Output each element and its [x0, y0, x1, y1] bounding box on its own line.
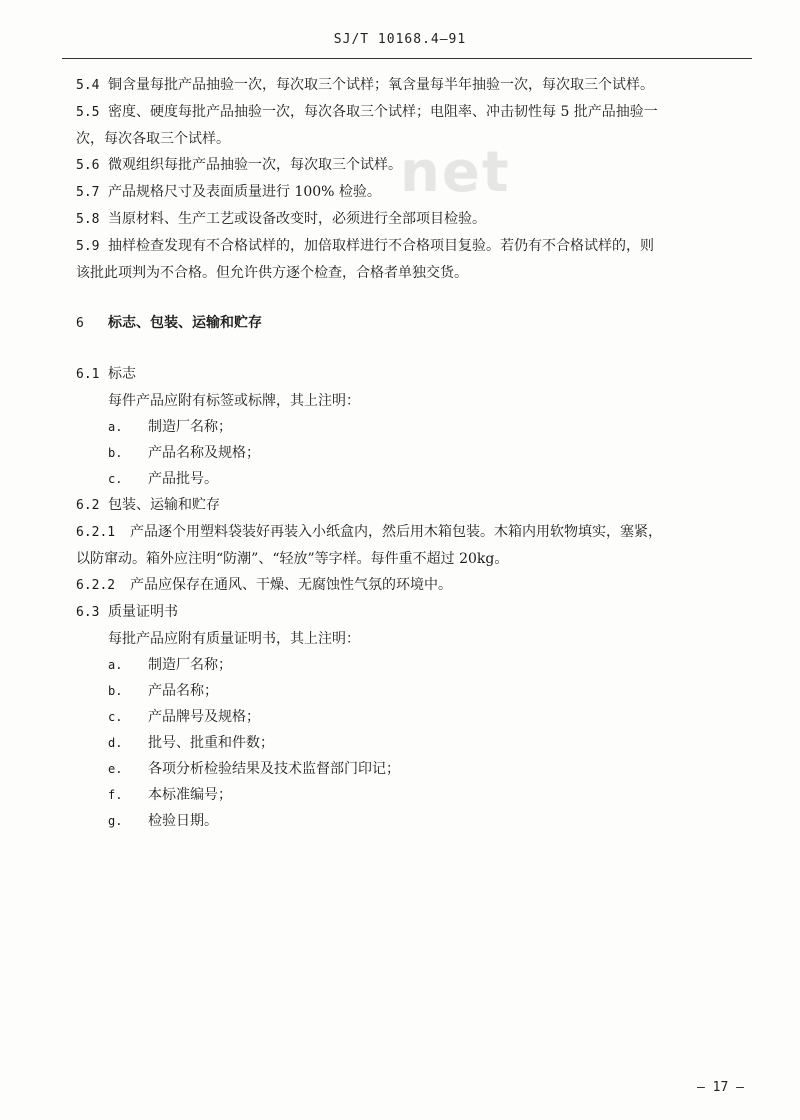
list-item-text: 产品牌号及规格； [148, 709, 260, 725]
clause-5-8 [76, 206, 762, 233]
watermark: net [400, 140, 511, 205]
clause-5-5-continued [76, 126, 762, 152]
clause-number: 6.2.2 [76, 578, 116, 593]
list-item [76, 466, 762, 492]
list-item-letter: c. [108, 472, 123, 486]
subsection-title: 质量证明书 [108, 604, 178, 620]
clause-text-continued: 次，每次各取三个试样。 [76, 131, 230, 147]
list-item [76, 414, 762, 440]
list-item-letter: g. [108, 814, 123, 828]
page-header-code: SJ/T 10168.4—91 [333, 32, 467, 47]
subsection-6-1-heading [76, 361, 762, 388]
subsection-number: 6.1 [76, 367, 100, 382]
clause-text: 微观组织每批产品抽验一次，每次取三个试样。 [108, 157, 402, 173]
list-item [76, 730, 762, 756]
clause-5-9 [76, 233, 762, 260]
clause-number: 5.7 [76, 185, 100, 200]
list-item-text: 制造厂名称； [148, 419, 232, 435]
clause-text-continued: 以防窜动。箱外应注明“防潮”、“轻放”等字样。每件重不超过 20kg。 [76, 551, 509, 567]
clause-6-2-1 [76, 519, 762, 546]
list-item-text: 各项分析检验结果及技术监督部门印记； [148, 761, 400, 777]
section-number: 6 [76, 316, 84, 331]
subsection-number: 6.3 [76, 605, 100, 620]
list-item-text: 批号、批重和件数； [148, 735, 274, 751]
clause-5-7 [76, 179, 762, 206]
list-item-text: 检验日期。 [148, 813, 218, 829]
list-item [76, 678, 762, 704]
clause-text-continued: 该批此项判为不合格。但允许供方逐个检查，合格者单独交货。 [76, 265, 468, 281]
list-item-letter: a. [108, 658, 123, 672]
clause-number: 5.5 [76, 105, 100, 120]
clause-number: 5.6 [76, 158, 100, 173]
document-body [76, 72, 762, 834]
list-item-text: 产品名称及规格； [148, 445, 260, 461]
clause-text: 产品应保存在通风、干燥、无腐蚀性气氛的环境中。 [130, 577, 452, 593]
clause-number: 5.8 [76, 212, 100, 227]
spacer [76, 337, 762, 361]
clause-5-5 [76, 99, 762, 126]
clause-text: 铜含量每批产品抽验一次，每次取三个试样；氧含量每半年抽验一次，每次取三个试样。 [108, 77, 654, 93]
clause-text: 当原材料、生产工艺或设备改变时，必须进行全部项目检验。 [108, 211, 486, 227]
list-item [76, 782, 762, 808]
list-item [76, 704, 762, 730]
list-item-text: 产品名称； [148, 683, 218, 699]
clause-number: 6.2.1 [76, 525, 116, 540]
list-item [76, 440, 762, 466]
list-item-letter: c. [108, 710, 123, 724]
list-item [76, 652, 762, 678]
subsection-title: 包装、运输和贮存 [108, 497, 220, 513]
list-item-letter: f. [108, 788, 123, 802]
spacer [76, 286, 762, 310]
list-item-text: 产品批号。 [148, 471, 218, 487]
header-rule [62, 58, 752, 59]
section-6-heading [76, 310, 762, 337]
clause-number: 5.4 [76, 78, 100, 93]
page-number: — 17 — [697, 1080, 744, 1095]
clause-5-4 [76, 72, 762, 99]
subsection-title: 标志 [108, 366, 136, 382]
list-item [76, 808, 762, 834]
subsection-number: 6.2 [76, 498, 100, 513]
list-item-letter: e. [108, 762, 123, 776]
list-item-text: 制造厂名称； [148, 657, 232, 673]
clause-text: 密度、硬度每批产品抽验一次，每次各取三个试样；电阻率、冲击韧性每 5 批产品抽验一 [108, 104, 658, 120]
list-item-letter: d. [108, 736, 123, 750]
list-item-text: 本标准编号； [148, 787, 232, 803]
clause-5-6 [76, 152, 762, 179]
clause-6-2-1-continued [76, 546, 762, 572]
clause-text: 产品规格尺寸及表面质量进行 100% 检验。 [108, 184, 381, 200]
clause-number: 5.9 [76, 239, 100, 254]
list-item-letter: b. [108, 684, 123, 698]
section-title: 标志、包装、运输和贮存 [108, 315, 262, 331]
subsection-6-1-intro: 每件产品应附有标签或标牌，其上注明： [108, 393, 360, 409]
list-item [76, 756, 762, 782]
clause-5-9-continued [76, 260, 762, 286]
subsection-6-3-intro: 每批产品应附有质量证明书，其上注明： [108, 631, 360, 647]
list-item-letter: a. [108, 420, 123, 434]
clause-6-2-2 [76, 572, 762, 599]
clause-text: 产品逐个用塑料袋装好再装入小纸盒内，然后用木箱包装。木箱内用软物填实，塞紧， [130, 524, 662, 540]
subsection-6-2-heading [76, 492, 762, 519]
list-item-letter: b. [108, 446, 123, 460]
subsection-6-3-heading [76, 599, 762, 626]
clause-text: 抽样检查发现有不合格试样的，加倍取样进行不合格项目复验。若仍有不合格试样的，则 [108, 238, 654, 254]
